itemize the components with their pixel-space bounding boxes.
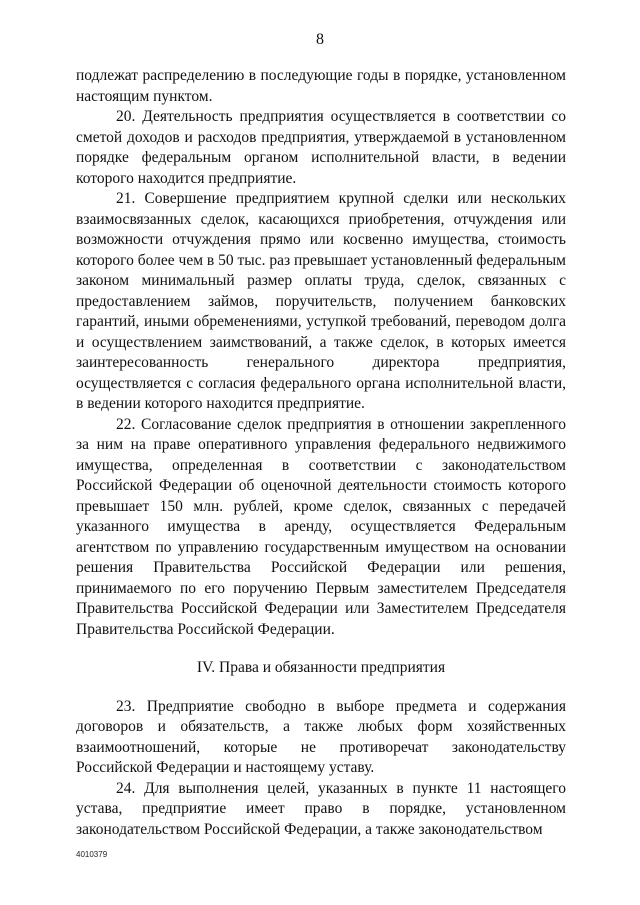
paragraph-20: 20. Деятельность предприятия осуществляется в соответствии со сметой доходов и расходов предприятия, утверждаемой в установленном порядке федеральным органом исполнительной власти, в ведении которого находится предприятие. [76, 108, 566, 187]
paragraph-continuation: подлежат распределению в последующие годы в порядке, установленном настоящим пунктом. [76, 67, 566, 105]
paragraph-23: 23. Предприятие свободно в выборе предмета и содержания договоров и обязательств, а также любых форм хозяйственных взаимоотношений, которые не противоречат законодательству Российской Федерации и настоящему уставу. [76, 697, 566, 776]
page-number: 8 [316, 31, 324, 48]
document-body [76, 66, 566, 840]
footer-document-code: 4010379 [76, 850, 108, 859]
section-heading: IV. Права и обязанности предприятия [196, 659, 446, 676]
paragraph-21: 21. Совершение предприятием крупной сделки или нескольких взаимосвязанных сделок, касающихся приобретения, отчуждения или возможности отчуждения прямо или косвенно имущества, стоимость которого более чем в 50 тыс. раз превышает установленный федеральным законом минимальный размер оплаты труда, сделок, связанных с предоставлением займов, поручительств, получением банковских гарантий, иными обременениями, уступкой требований, переводом долга и осуществлением заимствований, а также сделок, в которых имеется заинтересованность генерального директора предприятия, осуществляется с согласия федерального органа исполнительной власти, в ведении которого находится предприятие. [76, 190, 566, 412]
paragraph-22: 22. Согласование сделок предприятия в отношении закрепленного за ним на праве оперативного управления федерального недвижимого имущества, определенная в соответствии с законодательством Российской Федерации об оценочной деятельности стоимость которого превышает 150 млн. рублей, кроме сделок, связанных с передачей указанного имущества в аренду, осуществляется Федеральным агентством по управлению государственным имуществом на основании решения Правительства Российской Федерации или решения, принимаемого по его поручению Первым заместителем Председателя Правительства Российской Федерации или Заместителем Председателя Правительства Российской Федерации. [76, 415, 566, 638]
paragraph-24: 24. Для выполнения целей, указанных в пункте 11 настоящего устава, предприятие имеет право в порядке, установленном законодательством Российской Федерации, а также законодательством [76, 779, 566, 838]
